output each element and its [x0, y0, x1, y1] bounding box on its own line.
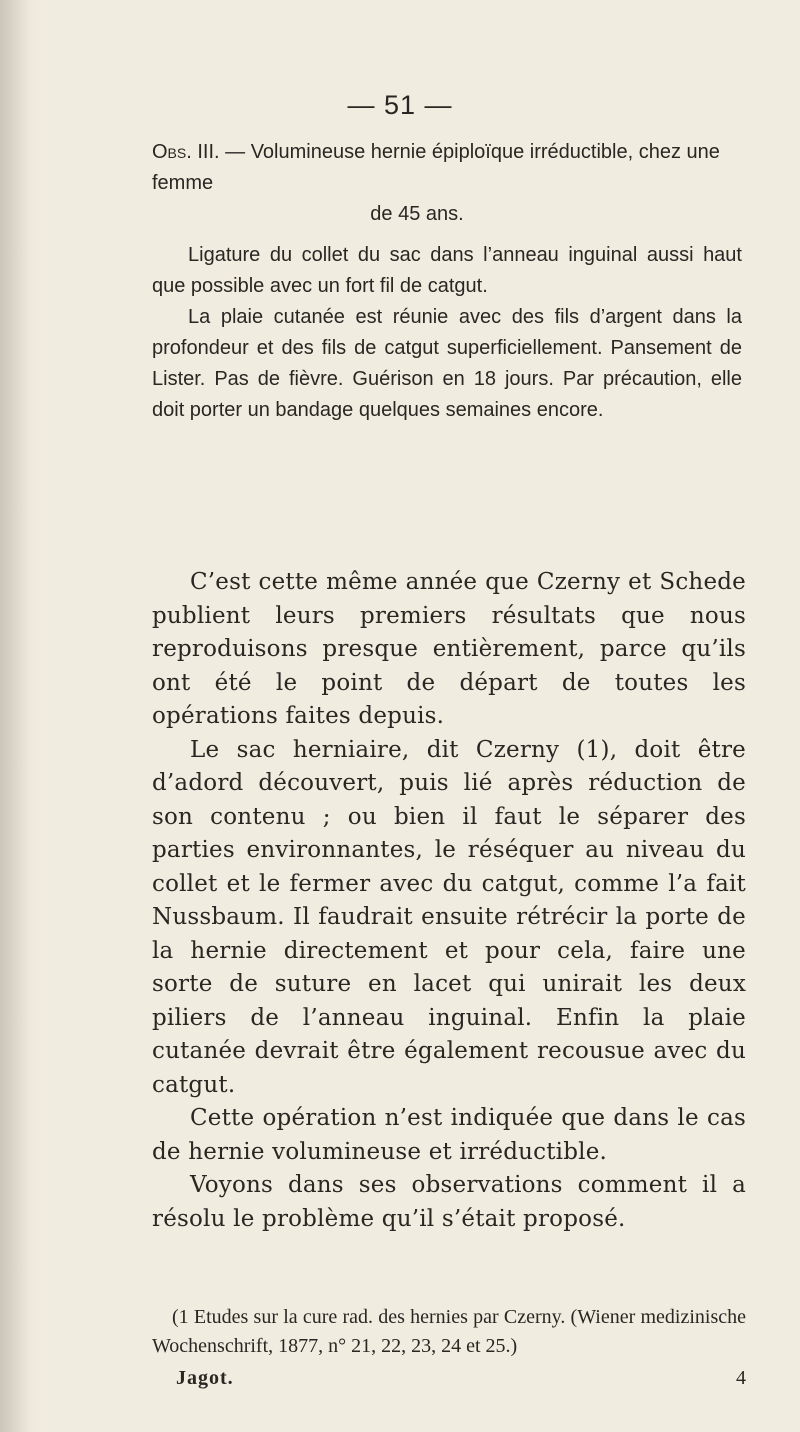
observation-block	[152, 137, 742, 426]
main-paragraph-2: Le sac herniaire, dit Czerny (1), doit être d’adord découvert, puis lié après réduction de son contenu ; ou bien il faut le séparer des parties environnantes, le réséquer au niveau du collet et le fermer avec du catgut, comme l’a fait Nussbaum. Il faudrait ensuite rétrécir la porte de la hernie directement et pour cela, faire une sorte de suture en lacet qui unirait les deux piliers de l’anneau inguinal. Enfin la plaie cutanée devrait être également recousue avec du catgut.	[152, 736, 746, 1098]
sheet-number: 4	[736, 1367, 746, 1389]
footnote-text: (1 Etudes sur la cure rad. des hernies par Czerny. (Wiener medizinische Wochenschrift, 1877, n° 21, 22, 23, 24 et 25.)	[152, 1306, 746, 1357]
main-paragraph-3: Cette opération n’est indiquée que dans le cas de hernie volumineuse et irréductible.	[152, 1105, 746, 1165]
footnote	[152, 1303, 746, 1361]
binding-shadow	[0, 0, 30, 1432]
main-paragraph-1: C’est cette même année que Czerny et Schede publient leurs premiers résultats que nous reproduisons presque entièrement, parce qu’ils ont été le point de départ de toutes les opérations faites depuis.	[152, 569, 746, 729]
observation-paragraph-1: Ligature du collet du sac dans l’anneau inguinal aussi haut que possible avec un fort fil de catgut.	[152, 244, 742, 297]
observation-label: Obs. III.	[152, 141, 220, 163]
page-number: — 51 —	[347, 90, 453, 120]
main-text	[152, 566, 746, 1236]
main-paragraph-4: Voyons dans ses observations comment il a résolu le problème qu’il s’était proposé.	[152, 1172, 746, 1232]
printer-signature: Jagot.	[176, 1367, 234, 1389]
observation-title-line2: de 45 ans.	[370, 203, 464, 225]
observation-title-line1: — Volumineuse hernie épiploïque irréductible, chez une femme	[152, 141, 720, 194]
signature-line	[176, 1367, 746, 1390]
observation-paragraph-2: La plaie cutanée est réunie avec des fils d’argent dans la profondeur et des fils de catgut superficiellement. Pansement de Lister. Pas de fièvre. Guérison en 18 jours. Par précaution, elle doit porter un bandage quelques semaines encore.	[152, 306, 742, 421]
observation-title	[152, 137, 742, 230]
